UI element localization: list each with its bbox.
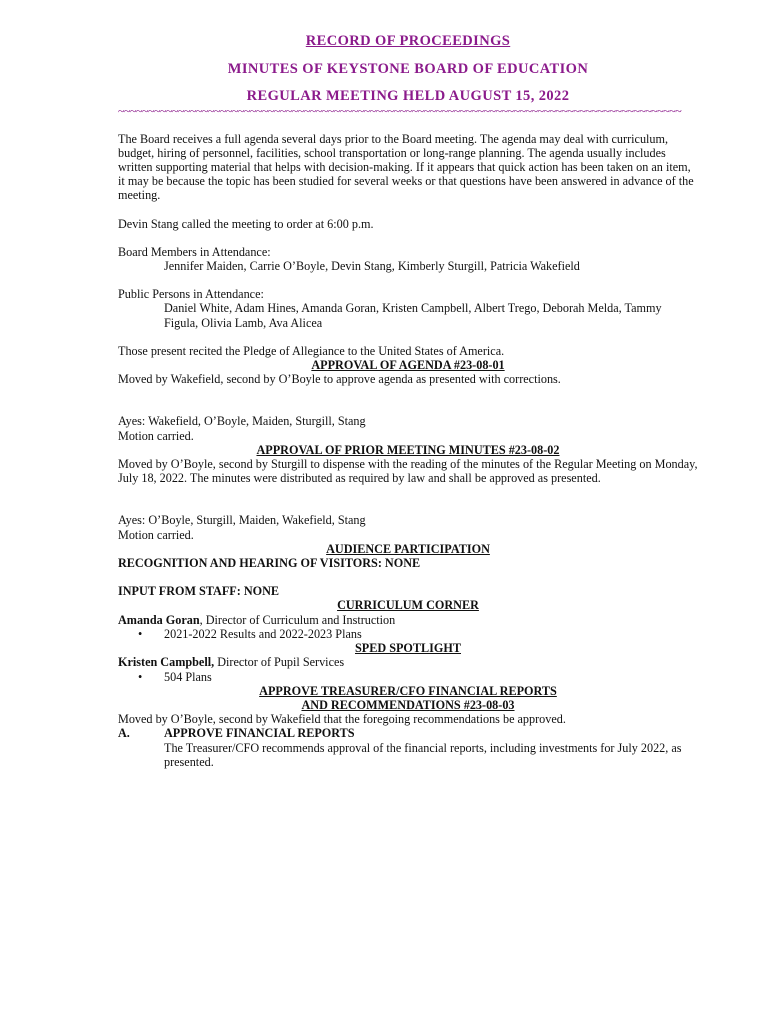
prior-minutes-motion: Moved by O’Boyle, second by Sturgill to dispense with the reading of the minutes of the Regular Meeting on Monday, July 18, 2022. The minutes were distributed as required by law and shall be approved as presented. <box>118 457 698 486</box>
curriculum-bullet-text: 2021-2022 Results and 2022-2023 Plans <box>164 626 362 641</box>
agenda-motion: Moved by Wakefield, second by O’Boyle to approve agenda as presented with corrections. <box>118 372 561 387</box>
curriculum-bullet-item <box>118 627 698 641</box>
curriculum-presenter-name: Amanda Goran <box>118 612 200 627</box>
sped-presenter-title: Director of Pupil Services <box>214 655 345 670</box>
prior-minutes-ayes: Ayes: O’Boyle, Sturgill, Maiden, Wakefield, Stang <box>118 513 366 528</box>
treasurer-motion: Moved by O’Boyle, second by Wakefield that the foregoing recommendations be approved. <box>118 712 566 727</box>
sped-bullet-item <box>118 670 698 684</box>
prior-minutes-heading: APPROVAL OF PRIOR MEETING MINUTES #23-08-02 <box>256 442 560 457</box>
staff-input-line: INPUT FROM STAFF: NONE <box>118 584 280 599</box>
minutes-page <box>118 34 698 769</box>
agenda-heading: APPROVAL OF AGENDA #23-08-01 <box>311 358 505 373</box>
treasurer-heading-line2: AND RECOMMENDATIONS #23-08-03 <box>301 697 515 712</box>
prior-minutes-result: Motion carried. <box>118 527 194 542</box>
curriculum-presenter-title: , Director of Curriculum and Instruction <box>199 612 396 627</box>
sped-bullet-text: 504 Plans <box>164 669 212 684</box>
public-persons-list: Daniel White, Adam Hines, Amanda Goran, Kristen Campbell, Albert Trego, Deborah Melda, Tammy Figula, Olivia Lamb, Ava Alicea <box>164 301 662 330</box>
curriculum-heading: CURRICULUM CORNER <box>337 598 479 613</box>
sped-heading: SPED SPOTLIGHT <box>355 641 461 656</box>
public-attendance-label: Public Persons in Attendance: <box>118 287 264 302</box>
treasurer-heading-line1: APPROVE TREASURER/CFO FINANCIAL REPORTS <box>259 683 557 698</box>
board-members-list: Jennifer Maiden, Carrie O’Boyle, Devin Stang, Kimberly Sturgill, Patricia Wakefield <box>164 259 580 274</box>
minutes-title: MINUTES OF KEYSTONE BOARD OF EDUCATION <box>227 61 589 78</box>
item-title: APPROVE FINANCIAL REPORTS <box>164 726 355 741</box>
curriculum-presenter <box>118 613 698 627</box>
bullet-icon: • <box>138 669 143 684</box>
intro-paragraph: The Board receives a full agenda several days prior to the Board meeting. The agenda may deal with curriculum, budget, hiring of personnel, facilities, school transportation or long-range planning. The agenda usually includes written supporting material that helps with decision-making. If it appears that quick action has been taken on an item, it may be because the topic has been studied for several weeks or that questions have been answered in advance of the meeting. <box>118 131 694 203</box>
bullet-icon: • <box>138 626 143 641</box>
item-text: The Treasurer/CFO recommends approval of the financial reports, including investments for July 2022, as presented. <box>164 740 682 769</box>
sped-presenter <box>118 655 698 669</box>
pledge-statement: Those present recited the Pledge of Allegiance to the United States of America. <box>118 343 505 358</box>
record-title: RECORD OF PROCEEDINGS <box>305 33 511 49</box>
call-to-order: Devin Stang called the meeting to order at 6:00 p.m. <box>118 216 374 231</box>
meeting-title: REGULAR MEETING HELD AUGUST 15, 2022 <box>246 88 570 105</box>
recognition-line: RECOGNITION AND HEARING OF VISITORS: NONE <box>118 556 421 571</box>
financial-reports-item <box>118 726 698 740</box>
agenda-ayes: Ayes: Wakefield, O’Boyle, Maiden, Sturgill, Stang <box>118 414 366 429</box>
audience-heading: AUDIENCE PARTICIPATION <box>326 541 490 556</box>
sped-presenter-name: Kristen Campbell, <box>118 655 215 670</box>
agenda-result: Motion carried. <box>118 428 194 443</box>
wavy-divider: ~~~~~~~~~~~~~~~~~~~~~~~~~~~~~~~~~~~~~~~~~~~~~~~~~~~~~~~~~~~~~~~~~~~~~~~~~~~~~~~~~~~~~~~~~~~~~~ <box>118 105 682 116</box>
board-attendance-label: Board Members in Attendance: <box>118 244 271 259</box>
item-letter: A. <box>118 726 130 741</box>
